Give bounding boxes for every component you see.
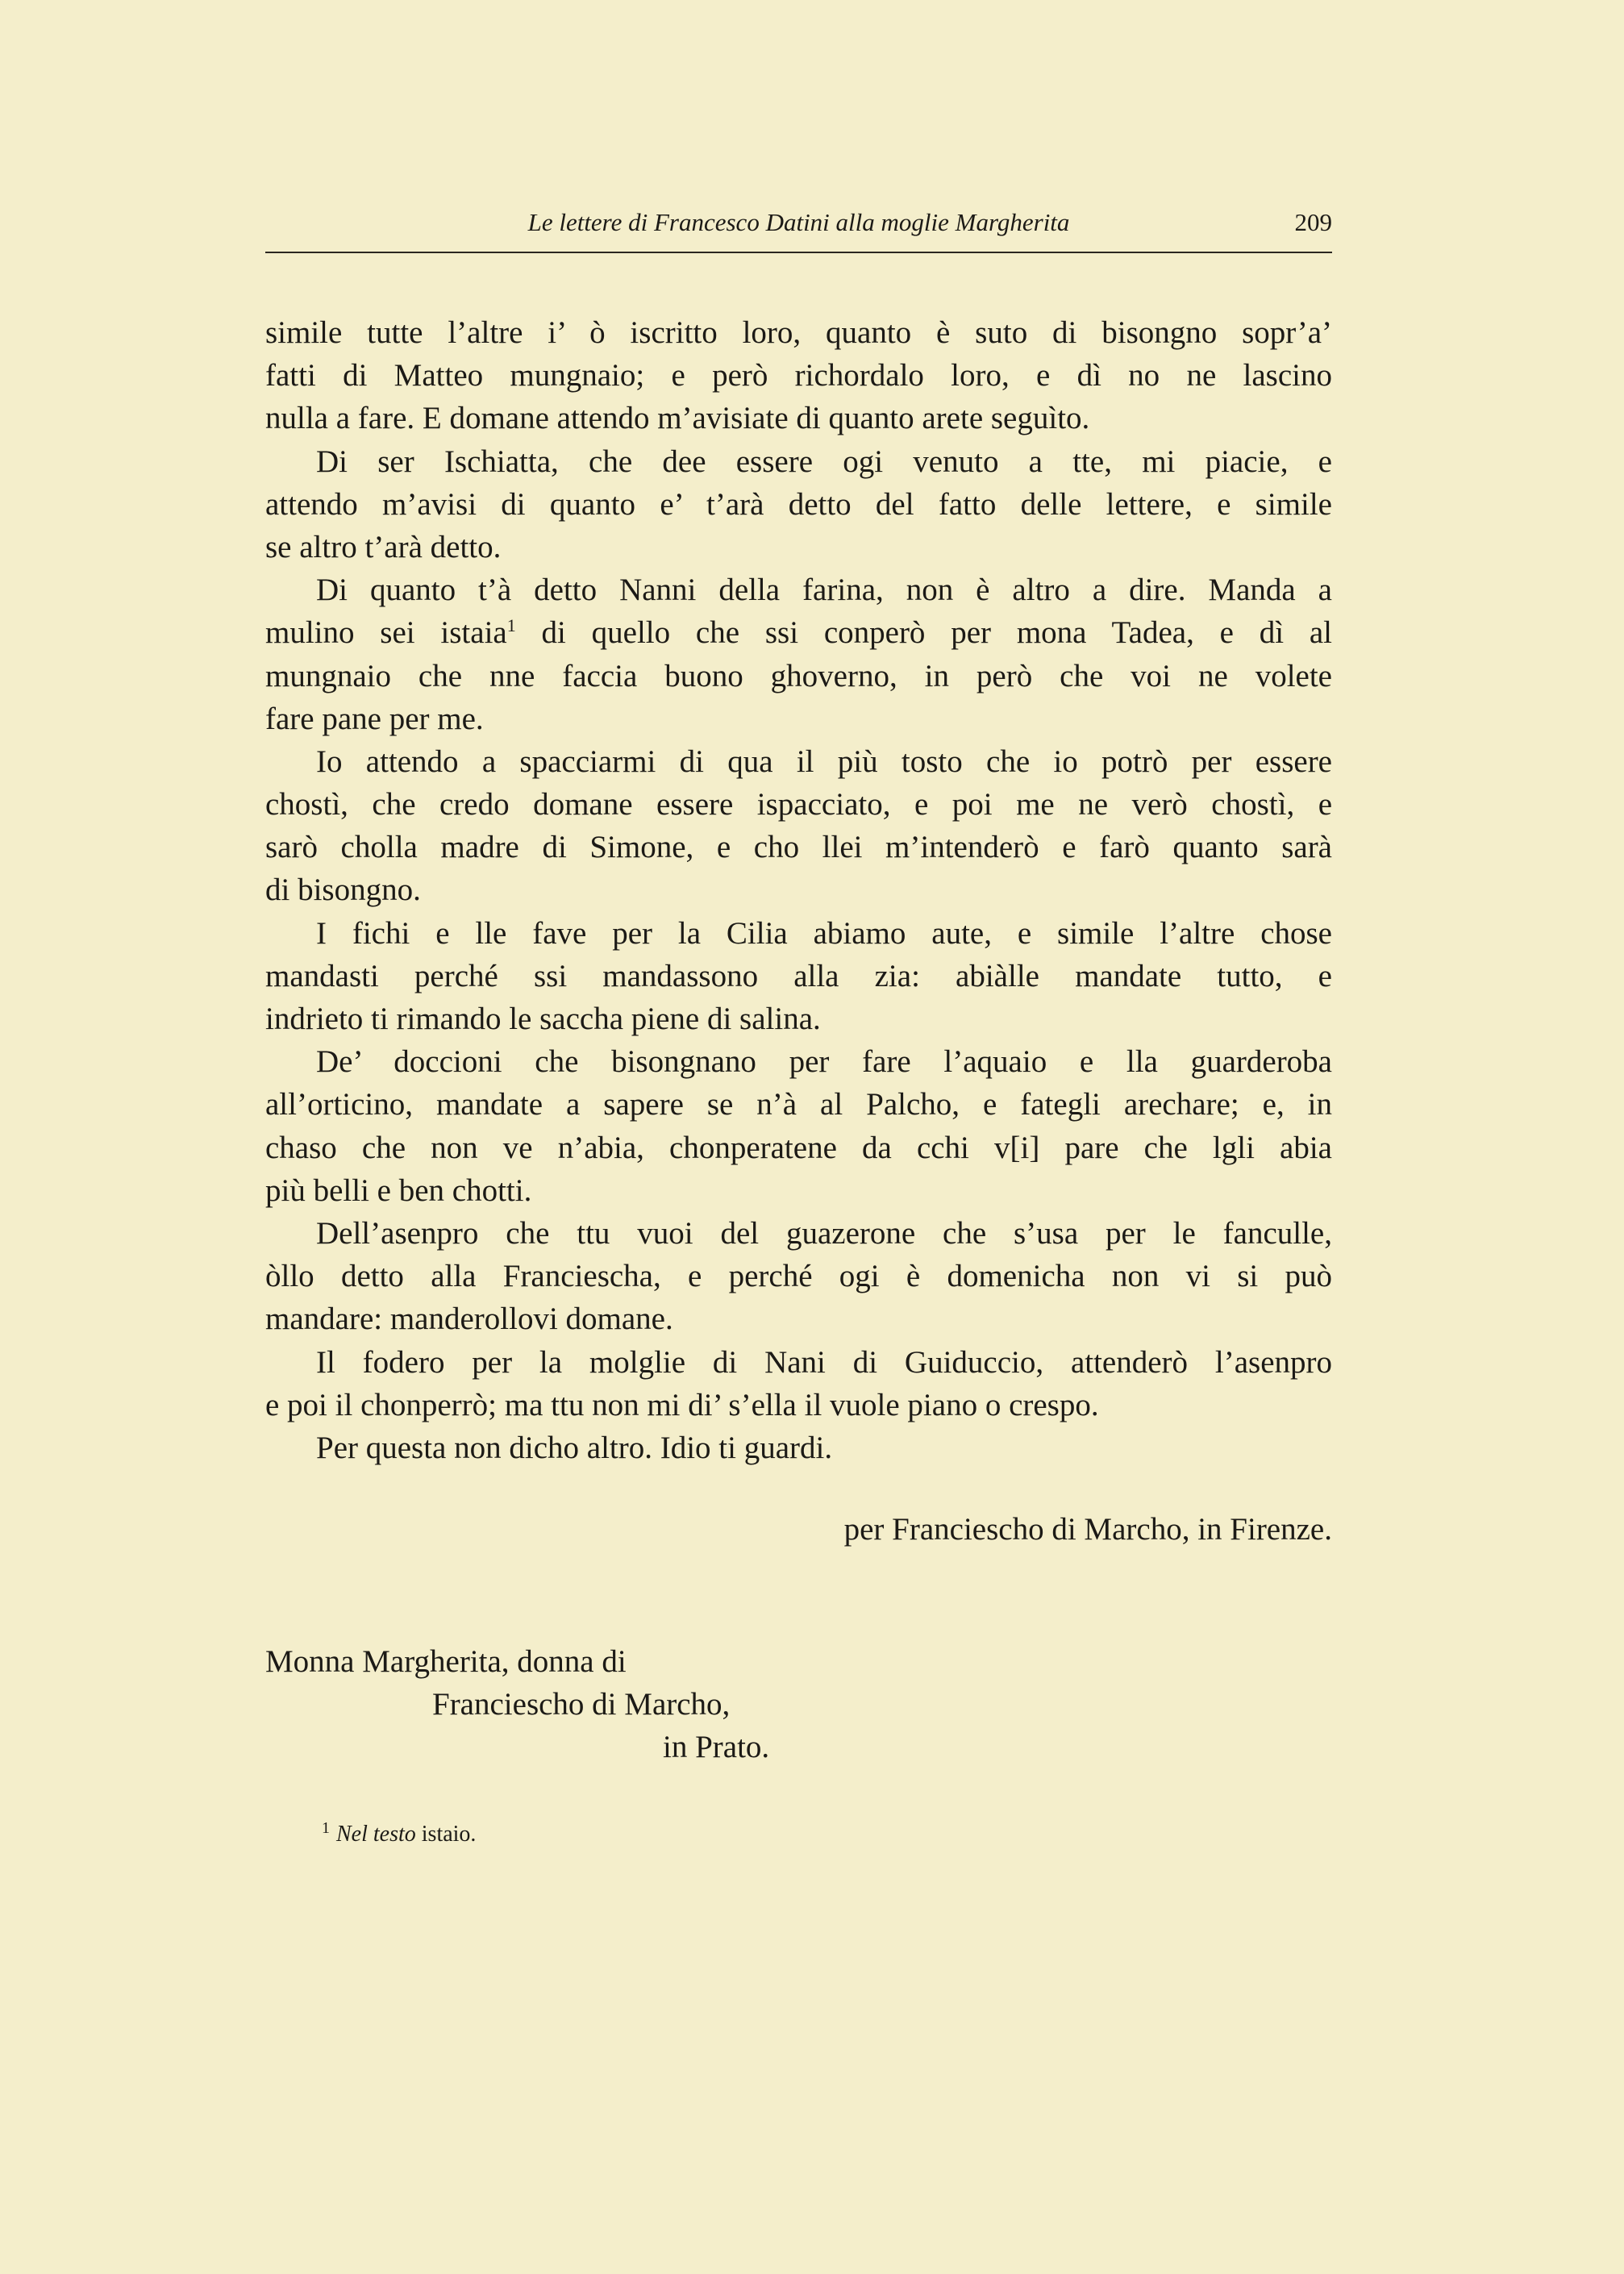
page-number: 209 [1294, 208, 1332, 236]
line-text: mandasti perché ssi mandassono alla zia: abiàlle mandate tutto, e [265, 958, 1332, 993]
line-text: De’ doccioni che bisongnano per fare l’aquaio e lla guarderoba [316, 1044, 1332, 1080]
line-text: Di ser Ischiatta, che dee essere ogi venuto a tte, mi piacie, e [316, 444, 1332, 479]
text-line [265, 698, 1332, 740]
text-line [265, 1040, 1332, 1083]
text-line [265, 783, 1332, 826]
line-text: all’orticino, mandate a sapere se n’à al Palcho, e fategli arechare; e, in [265, 1087, 1332, 1122]
address-line: Franciescho di Marcho, [432, 1687, 731, 1722]
text-line [265, 1341, 1332, 1384]
line-text: di bisongno. [265, 873, 421, 908]
footnote-ref: 1 [506, 615, 516, 636]
running-header [265, 208, 1332, 248]
line-text: chostì, che credo domane essere ispacciato, e poi me ne verò chostì, e [265, 787, 1332, 823]
text-line [265, 397, 1332, 439]
line-text: fatti di Matteo mungnaio; e però richordalo loro, e dì no ne lascino [265, 358, 1332, 394]
address-line: in Prato. [663, 1730, 770, 1765]
line-text: mulino sei istaia [265, 615, 507, 651]
text-line [265, 526, 1332, 568]
line-text: Dell’asenpro che ttu vuoi del guazerone che s’usa per le fanculle, [316, 1215, 1332, 1251]
running-title: Le lettere di Francesco Datini alla moglie Margherita [527, 208, 1070, 236]
line-text: mandare: manderollovi domane. [265, 1302, 673, 1337]
line-text: sarò cholla madre di Simone, e cho llei m’intenderò e farò quanto sarà [265, 830, 1332, 865]
text-line [265, 912, 1332, 955]
text-line [265, 1212, 1332, 1255]
line-text: e poi il chonperrò; ma ttu non mi di’ s’ella il vuole piano o crespo. [265, 1387, 1099, 1422]
text-line [265, 826, 1332, 868]
text-line [265, 611, 1332, 654]
text-line [265, 868, 1332, 911]
text-line [265, 1384, 1332, 1426]
text-line [265, 655, 1332, 698]
text-line [265, 1426, 1332, 1469]
line-text: mungnaio che nne faccia buono ghoverno, in però che voi ne volete [265, 658, 1332, 693]
text-line [265, 1255, 1332, 1297]
line-text: òllo detto alla Franciescha, e perché ogi è domenicha non vi si può [265, 1259, 1332, 1294]
text-line [265, 354, 1332, 397]
line-text: fare pane per me. [265, 701, 484, 736]
line-text: Il fodero per la molglie di Nani di Guiduccio, attenderò l’asenpro [316, 1344, 1332, 1380]
footnote-italic: Nel testo [336, 1822, 416, 1847]
line-text: indrieto ti rimando le saccha piene di salina. [265, 1002, 821, 1036]
text-line [265, 955, 1332, 997]
text-line [265, 1083, 1332, 1126]
line-text: chaso che non ve n’abia, chonperatene da cchi v[i] pare che lgli abia [265, 1130, 1332, 1165]
footnote-mark: 1 [322, 1819, 330, 1837]
address-block [265, 1640, 769, 1769]
line-text: Di quanto t’à detto Nanni della farina, non è altro a dire. Manda a [316, 573, 1332, 608]
header-rule [265, 252, 1332, 253]
line-text: di quello che ssi conperò per mona Tadea, e dì al [515, 615, 1333, 651]
signature: per Franciescho di Marcho, in Firenze. [843, 1512, 1332, 1547]
line-text: simile tutte l’altre i’ ò iscritto loro, quanto è suto di bisongno sopr’a’ [265, 315, 1332, 350]
footnote [322, 1819, 476, 1847]
text-line [265, 740, 1332, 783]
letter-body [265, 311, 1332, 1469]
text-line [265, 1169, 1332, 1212]
line-text: più belli e ben chotti. [265, 1172, 532, 1208]
line-text: nulla a fare. E domane attendo m’avisiate di quanto arete seguìto. [265, 401, 1090, 436]
line-text: attendo m’avisi di quanto e’ t’arà detto del fatto delle lettere, e simile [265, 486, 1332, 522]
line-text: I fichi e lle fave per la Cilia abiamo aute, e simile l’altre chose [316, 915, 1332, 951]
text-line [265, 997, 1332, 1040]
line-text: se altro t’arà detto. [265, 529, 502, 564]
address-line: Monna Margherita, donna di [265, 1644, 627, 1679]
footnote-text: istaio. [415, 1822, 477, 1847]
text-line [265, 1127, 1332, 1169]
text-line [265, 568, 1332, 611]
text-line [265, 311, 1332, 354]
line-text: Per questa non dicho altro. Idio ti guardi. [316, 1430, 833, 1465]
line-text: Io attendo a spacciarmi di qua il più tosto che io potrò per essere [316, 743, 1332, 779]
text-line [265, 483, 1332, 526]
text-line [265, 440, 1332, 483]
text-line [265, 1297, 1332, 1340]
